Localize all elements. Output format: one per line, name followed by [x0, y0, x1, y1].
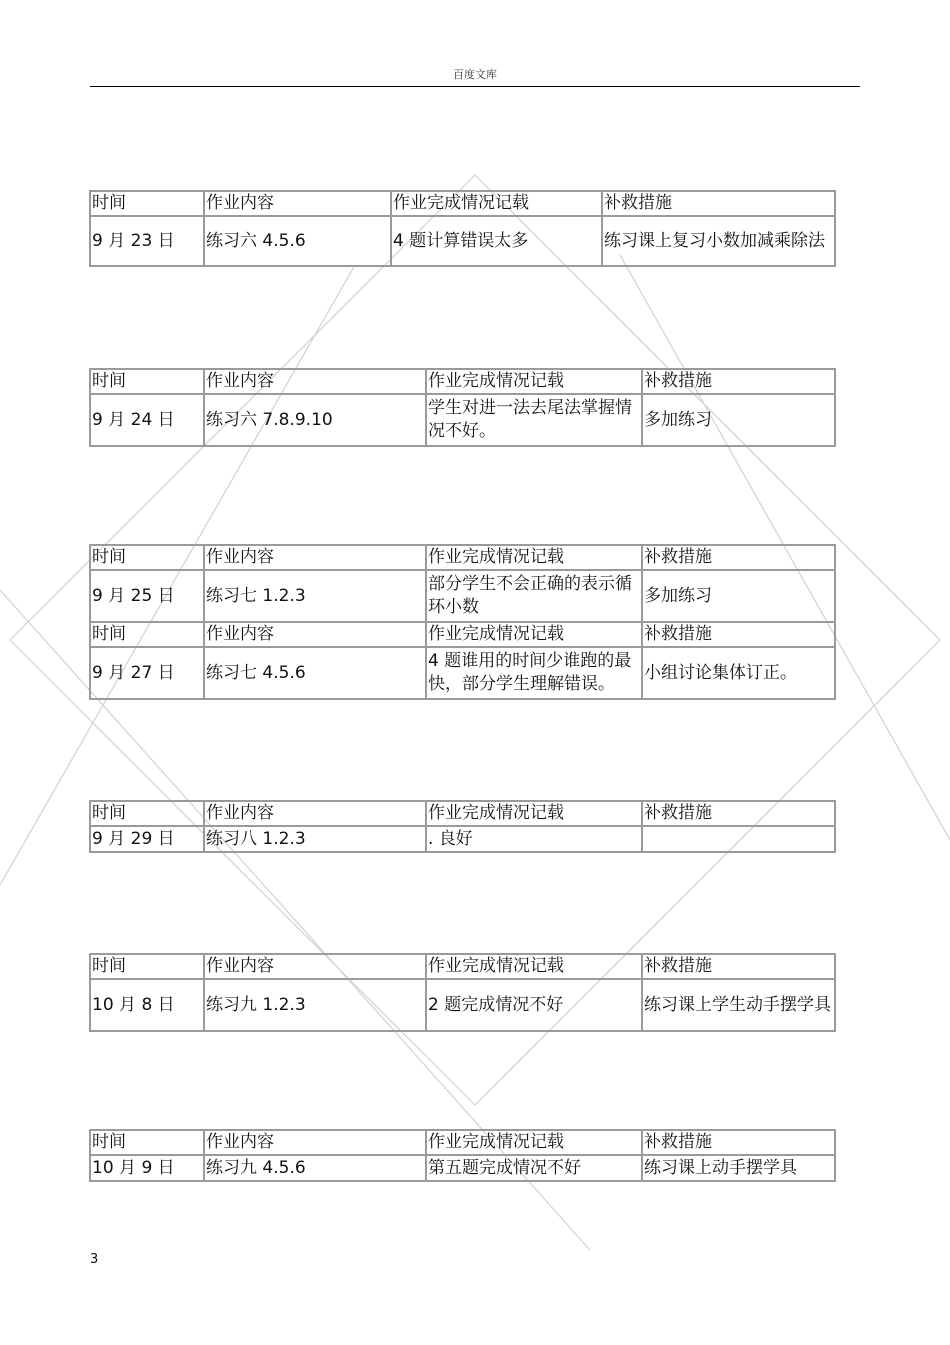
cell-remedy: 练习课上动手摆学具 [642, 1155, 835, 1181]
table-row [90, 570, 835, 622]
cell-record: 学生对进一法去尾法掌握情况不好。 [426, 394, 642, 446]
header-time: 时间 [90, 545, 204, 570]
header-remedy: 补救措施 [642, 369, 835, 394]
homework-table-6 [89, 1129, 836, 1182]
table-header-row [90, 801, 835, 826]
table-header-row [90, 545, 835, 570]
cell-content: 练习八 1.2.3 [204, 826, 426, 852]
cell-date: 9 月 25 日 [90, 570, 204, 622]
table-header-row [90, 191, 835, 216]
table-row [90, 216, 835, 266]
cell-record: 部分学生不会正确的表示循环小数 [426, 570, 642, 622]
page-header: 百度文库 [453, 68, 497, 81]
cell-record: 第五题完成情况不好 [426, 1155, 642, 1181]
table-row [90, 394, 835, 446]
header-time: 时间 [90, 191, 204, 216]
header-time: 时间 [90, 801, 204, 826]
cell-content: 练习七 1.2.3 [204, 570, 426, 622]
cell-remedy: 多加练习 [642, 394, 835, 446]
cell-record: . 良好 [426, 826, 642, 852]
header-content: 作业内容 [204, 622, 426, 647]
cell-date: 10 月 9 日 [90, 1155, 204, 1181]
header-content: 作业内容 [204, 545, 426, 570]
header-remedy: 补救措施 [642, 545, 835, 570]
header-record: 作业完成情况记载 [426, 545, 642, 570]
cell-record: 2 题完成情况不好 [426, 979, 642, 1031]
cell-date: 10 月 8 日 [90, 979, 204, 1031]
table-row [90, 647, 835, 699]
table-row [90, 1155, 835, 1181]
cell-date: 9 月 24 日 [90, 394, 204, 446]
header-remedy: 补救措施 [642, 622, 835, 647]
cell-date: 9 月 27 日 [90, 647, 204, 699]
header-remedy: 补救措施 [642, 801, 835, 826]
header-remedy: 补救措施 [642, 1130, 835, 1155]
header-divider [90, 86, 860, 87]
header-remedy: 补救措施 [602, 191, 835, 216]
cell-remedy: 练习课上复习小数加减乘除法 [602, 216, 835, 266]
cell-remedy: 多加练习 [642, 570, 835, 622]
header-time: 时间 [90, 954, 204, 979]
table-row [90, 826, 835, 852]
header-record: 作业完成情况记载 [426, 801, 642, 826]
header-time: 时间 [90, 369, 204, 394]
header-record: 作业完成情况记载 [426, 369, 642, 394]
header-time: 时间 [90, 622, 204, 647]
cell-content: 练习六 7.8.9.10 [204, 394, 426, 446]
cell-remedy: 练习课上学生动手摆学具 [642, 979, 835, 1031]
cell-content: 练习六 4.5.6 [204, 216, 391, 266]
table-header-row [90, 1130, 835, 1155]
table-header-row [90, 954, 835, 979]
header-record: 作业完成情况记载 [426, 1130, 642, 1155]
table-header-row [90, 622, 835, 647]
cell-record: 4 题计算错误太多 [391, 216, 602, 266]
cell-remedy: 小组讨论集体订正。 [642, 647, 835, 699]
header-record: 作业完成情况记载 [391, 191, 602, 216]
homework-table-3 [89, 544, 836, 700]
table-header-row [90, 369, 835, 394]
header-remedy: 补救措施 [642, 954, 835, 979]
header-content: 作业内容 [204, 191, 391, 216]
cell-date: 9 月 29 日 [90, 826, 204, 852]
homework-table-1 [89, 190, 836, 267]
header-content: 作业内容 [204, 1130, 426, 1155]
header-time: 时间 [90, 1130, 204, 1155]
cell-date: 9 月 23 日 [90, 216, 204, 266]
header-content: 作业内容 [204, 954, 426, 979]
header-record: 作业完成情况记载 [426, 622, 642, 647]
cell-content: 练习七 4.5.6 [204, 647, 426, 699]
cell-remedy [642, 826, 835, 852]
header-record: 作业完成情况记载 [426, 954, 642, 979]
page-number: 3 [90, 1252, 99, 1267]
header-content: 作业内容 [204, 369, 426, 394]
cell-record: 4 题谁用的时间少谁跑的最快，部分学生理解错误。 [426, 647, 642, 699]
table-row [90, 979, 835, 1031]
cell-content: 练习九 4.5.6 [204, 1155, 426, 1181]
homework-table-4 [89, 800, 836, 853]
cell-content: 练习九 1.2.3 [204, 979, 426, 1031]
homework-table-2 [89, 368, 836, 447]
header-content: 作业内容 [204, 801, 426, 826]
homework-table-5 [89, 953, 836, 1032]
